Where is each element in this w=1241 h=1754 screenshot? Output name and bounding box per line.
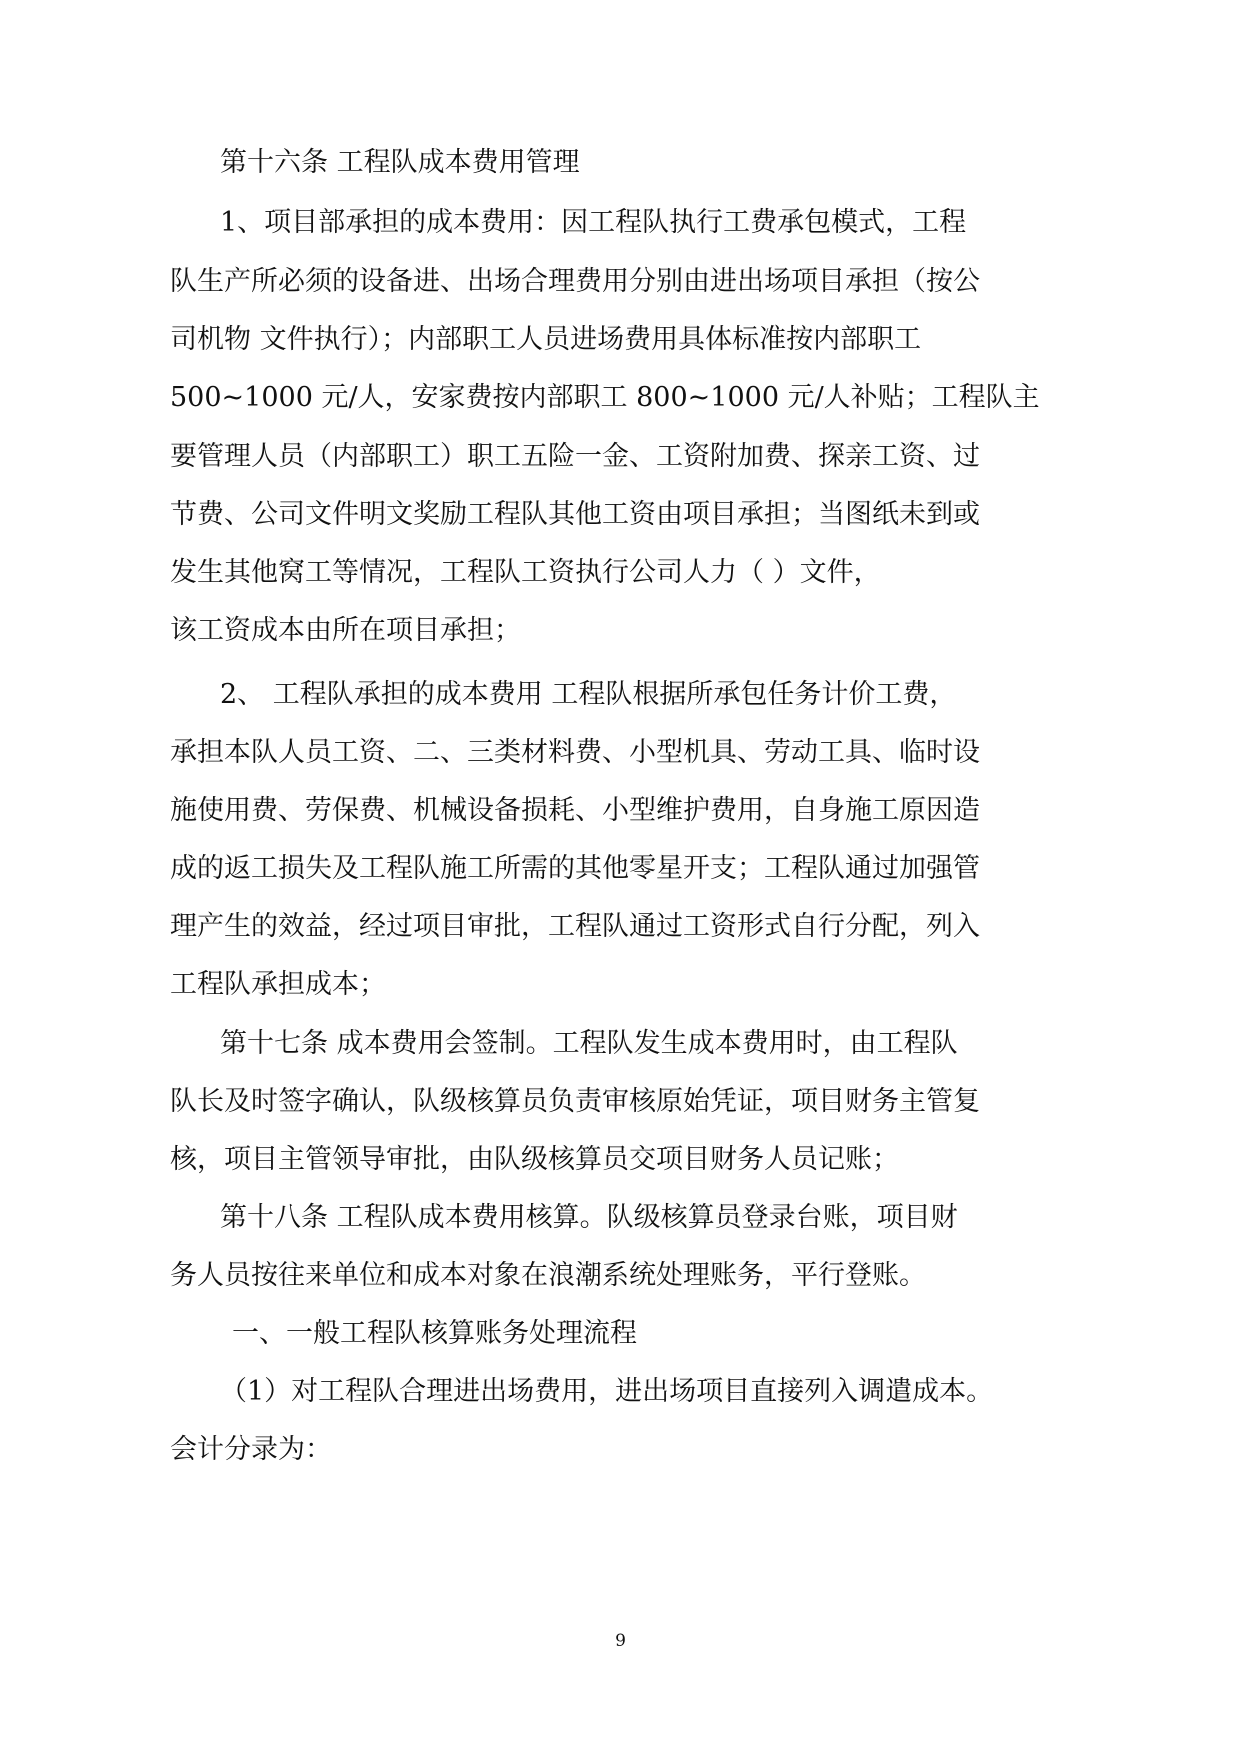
paragraph-1-line-5: 要管理人员（内部职工）职工五险一金、工资附加费、探亲工资、过 bbox=[170, 441, 980, 472]
article-18-line-2: 务人员按往来单位和成本对象在浪潮系统处理账务，平行登账。 bbox=[170, 1260, 926, 1291]
paragraph-1-line-1: 1、项目部承担的成本费用：因工程队执行工费承包模式，工程 bbox=[220, 207, 967, 238]
paragraph-1-line-3: 司机物 文件执行）；内部职工人员进场费用具体标准按内部职工 bbox=[170, 324, 922, 355]
paragraph-1-line-2: 队生产所必须的设备进、出场合理费用分别由进出场项目承担（按公 bbox=[170, 266, 980, 297]
paragraph-1-line-4: 500~1000 元/人，安家费按内部职工 800~1000 元/人补贴；工程队主 bbox=[170, 382, 1040, 413]
paragraph-1-line-6: 节费、公司文件明文奖励工程队其他工资由项目承担；当图纸未到或 bbox=[170, 499, 980, 530]
item-1-line-2: 会计分录为： bbox=[170, 1434, 332, 1465]
article-17-line-3: 核，项目主管领导审批，由队级核算员交项目财务人员记账； bbox=[170, 1144, 899, 1175]
article-16-heading: 第十六条 工程队成本费用管理 bbox=[220, 147, 580, 178]
paragraph-1-line-8: 该工资成本由所在项目承担； bbox=[170, 615, 521, 646]
paragraph-2-line-1: 2、 工程队承担的成本费用 工程队根据所承包任务计价工费， bbox=[220, 679, 957, 710]
article-17-line-1: 第十七条 成本费用会签制。工程队发生成本费用时，由工程队 bbox=[220, 1028, 958, 1059]
item-1-line-1: （1）对工程队合理进出场费用，进出场项目直接列入调遣成本。 bbox=[220, 1376, 994, 1407]
paragraph-2-line-5: 理产生的效益，经过项目审批，工程队通过工资形式自行分配，列入 bbox=[170, 911, 980, 942]
paragraph-1-line-7: 发生其他窝工等情况，工程队工资执行公司人力（ ）文件， bbox=[170, 557, 881, 588]
paragraph-2-line-4: 成的返工损失及工程队施工所需的其他零星开支；工程队通过加强管 bbox=[170, 853, 980, 884]
paragraph-2-line-2: 承担本队人员工资、二、三类材料费、小型机具、劳动工具、临时设 bbox=[170, 737, 980, 768]
paragraph-2-line-3: 施使用费、劳保费、机械设备损耗、小型维护费用，自身施工原因造 bbox=[170, 795, 980, 826]
section-1-heading: 一、一般工程队核算账务处理流程 bbox=[232, 1318, 637, 1349]
paragraph-2-line-6: 工程队承担成本； bbox=[170, 969, 386, 1000]
article-17-line-2: 队长及时签字确认，队级核算员负责审核原始凭证，项目财务主管复 bbox=[170, 1086, 980, 1117]
article-18-line-1: 第十八条 工程队成本费用核算。队级核算员登录台账，项目财 bbox=[220, 1202, 958, 1233]
page-number: 9 bbox=[615, 1631, 626, 1651]
